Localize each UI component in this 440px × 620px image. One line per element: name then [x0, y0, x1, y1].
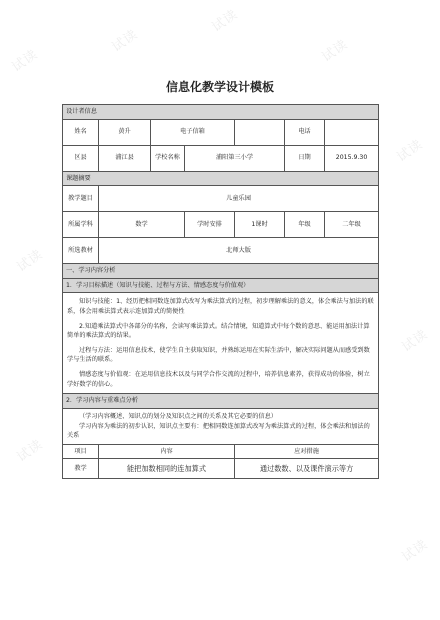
content-text: 学习内容为乘法的初步认识，知识点主要有：把相同数连加算式改写为乘法算式的过程，体会乘法和加法的关系 [67, 422, 370, 440]
goal-knowledge: 知识与技能：1、经历把相同数连加算式改写为乘法算式的过程，初步理解乘法的意义，体会乘法与加法的联系，体会用乘法算式表示连加算式的简便性 [67, 298, 374, 316]
grade-label: 年级 [285, 212, 325, 238]
school-value: 浦阳第三小学 [185, 145, 285, 171]
phone-label: 电话 [285, 119, 325, 145]
watermark: 试读 [14, 436, 46, 466]
watermark: 试读 [399, 536, 431, 566]
goal-process: 过程与方法：运用信息技术，使学生自主获取知识，并熟练运用在实际生活中，解决实际问题从而感受到数学与生活的联系。 [67, 346, 370, 364]
date-value: 2015.9.30 [325, 145, 379, 171]
table-row [63, 186, 379, 212]
watermark: 试读 [394, 136, 426, 166]
email-value [235, 119, 285, 145]
textbook-label: 所选教材 [63, 238, 99, 264]
goal-attitude: 情感态度与价值观：在运用信息技术以及与同学合作交流的过程中，培养信息素养，获得成功的体验，树立学好数学的信心。 [67, 371, 370, 388]
section-header-analysis: 一、学习内容分析 [63, 264, 379, 279]
page-title: 信息化教学设计模板 [165, 80, 274, 94]
topic-value: 儿童乐园 [99, 186, 379, 212]
table-row [63, 459, 379, 479]
goals-row [63, 293, 379, 394]
table-row [63, 145, 379, 171]
table-row [63, 278, 379, 293]
hours-value: 1课时 [235, 212, 285, 238]
name-value: 黄升 [99, 119, 151, 145]
watermark: 试读 [9, 46, 41, 76]
date-label: 日期 [285, 145, 325, 171]
content-header: 2．学习内容与重难点分析 [63, 394, 379, 409]
grade-value: 二年级 [325, 212, 379, 238]
table-row [63, 119, 379, 145]
row-item: 教学 [63, 459, 99, 479]
goals-cell [63, 293, 379, 394]
analysis-section-row [63, 264, 379, 279]
email-label: 电子信箱 [151, 119, 235, 145]
row-content: 能把加数相同的连加算式 [99, 459, 235, 479]
textbook-value: 北师大版 [99, 238, 379, 264]
table-row [63, 394, 379, 409]
name-label: 姓名 [63, 119, 99, 145]
phone-value [325, 119, 379, 145]
col-header-measure: 应对措施 [235, 444, 379, 459]
content-note: （学习内容概述、知识点的划分及知识点之间的关系及其它必要的信息） [79, 412, 277, 420]
section-header-designer: 设计者信息 [63, 105, 379, 120]
content-row [63, 408, 379, 444]
district-value: 浦江县 [99, 145, 151, 171]
subject-label: 所属学科 [63, 212, 99, 238]
watermark: 试读 [319, 36, 351, 66]
row-measure: 通过数数、以及课件演示等方 [235, 459, 379, 479]
watermark: 试读 [14, 246, 46, 276]
watermark: 试读 [399, 326, 431, 356]
goals-header: 1．学习目标描述（知识与技能、过程与方法、情感态度与价值观） [63, 278, 379, 293]
col-header-content: 内容 [99, 444, 235, 459]
topic-label: 教学题目 [63, 186, 99, 212]
goal-knowledge-2: 2.知道乘法算式中各部分的名称，会读写乘法算式。结合情境，知道算式中每个数的意思、能运用加法计算简单的乘法算式的结果。 [67, 322, 370, 340]
watermark: 试读 [209, 6, 241, 36]
course-section-row [63, 171, 379, 186]
table-row [63, 238, 379, 264]
content-cell [63, 408, 379, 444]
content-table-header [63, 444, 379, 459]
designer-section-row [63, 105, 379, 120]
district-label: 区县 [63, 145, 99, 171]
section-header-course: 课题摘要 [63, 171, 379, 186]
subject-value: 数学 [99, 212, 185, 238]
table-row [63, 212, 379, 238]
design-template-table [62, 104, 379, 479]
col-header-item: 项目 [63, 444, 99, 459]
school-label: 学校名称 [151, 145, 185, 171]
hours-label: 学时安排 [185, 212, 235, 238]
watermark: 试读 [109, 26, 141, 56]
